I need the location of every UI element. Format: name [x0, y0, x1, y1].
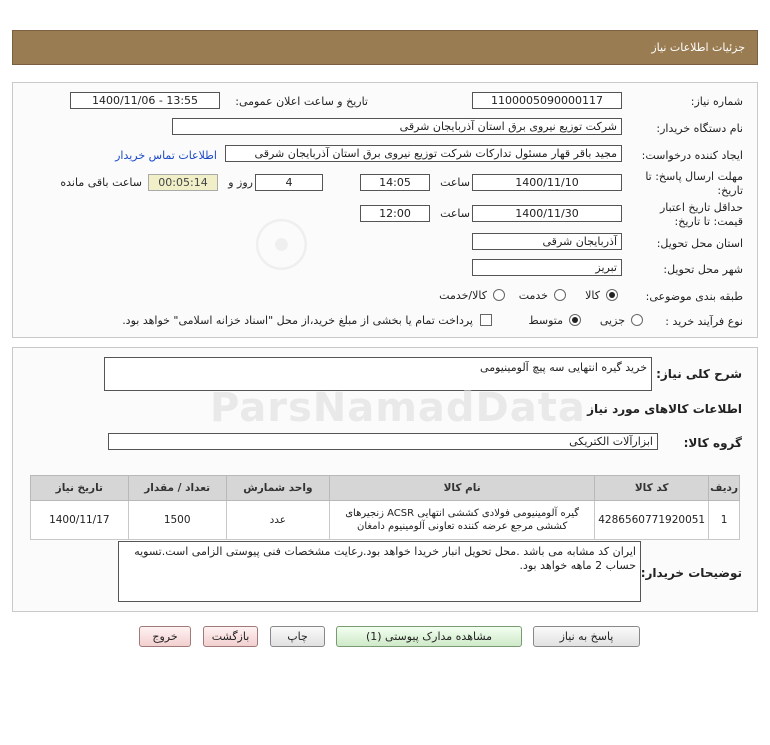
col-need-date: تاریخ نیاز	[31, 476, 129, 501]
validity-time-field: 12:00	[360, 205, 430, 222]
cell-row: 1	[709, 501, 740, 540]
goods-group-label: گروه کالا:	[683, 436, 742, 450]
validity-label: حداقل تاریخ اعتبار	[659, 201, 743, 214]
page-title-bar	[12, 30, 758, 65]
print-button[interactable]: چاپ	[270, 626, 325, 647]
days-label: روز و	[228, 176, 253, 189]
validity-date-field: 1400/11/30	[472, 205, 622, 222]
city-label: شهر محل تحویل:	[663, 263, 743, 276]
col-code: کد کالا	[595, 476, 709, 501]
category-radio-goods[interactable]	[606, 289, 618, 301]
requester-label: ایجاد کننده درخواست:	[641, 149, 743, 162]
view-attachments-button[interactable]: مشاهده مدارک پیوستی (1)	[336, 626, 522, 647]
category-option-goods-service: کالا/خدمت	[439, 289, 487, 302]
province-label: استان محل تحویل:	[656, 237, 743, 250]
treasury-payment-checkbox[interactable]	[480, 314, 492, 326]
col-quantity: تعداد / مقدار	[128, 476, 226, 501]
need-number-field: 1100005090000117	[472, 92, 622, 109]
process-label: نوع فرآیند خرید :	[665, 315, 743, 328]
reply-button[interactable]: پاسخ به نیاز	[533, 626, 640, 647]
city-field: تبریز	[472, 259, 622, 276]
buyer-org-field: شرکت توزیع نیروی برق استان آذربایجان شرقی	[172, 118, 622, 135]
deadline-label-2: تاریخ:	[717, 184, 743, 197]
process-radio-medium[interactable]	[569, 314, 581, 326]
category-label: طبقه بندی موضوعی:	[645, 290, 743, 303]
category-radio-service[interactable]	[554, 289, 566, 301]
category-option-goods: کالا	[585, 289, 600, 302]
validity-label-2: قیمت: تا تاریخ:	[674, 215, 743, 228]
process-option-minor: جزیی	[599, 314, 625, 327]
cell-unit: عدد	[226, 501, 329, 540]
goods-group-field: ابزارآلات الکتریکی	[108, 433, 658, 450]
cell-name: گیره آلومینیومی فولادی کششی انتهایی ACSR زنجیرهای کششی مرجع عرضه کننده تعاونی آلومینیوم دامغان	[330, 501, 595, 540]
process-radio-minor[interactable]	[631, 314, 643, 326]
page-title: جزئیات اطلاعات نیاز	[651, 41, 745, 54]
goods-info-title: اطلاعات کالاهای مورد نیاز	[587, 402, 742, 416]
announce-field: 1400/11/06 - 13:55	[70, 92, 220, 109]
col-unit: واحد شمارش	[226, 476, 329, 501]
remaining-time-field: 00:05:14	[148, 174, 218, 191]
back-button[interactable]: بازگشت	[203, 626, 258, 647]
requester-field: مجید باقر قهار مسئول تداركات شرکت توزیع نیروی برق استان آذربایجان شرقی	[225, 145, 622, 162]
buyer-org-label: نام دستگاه خریدار:	[656, 122, 743, 135]
need-number-label: شماره نیاز:	[690, 95, 743, 108]
buyer-notes-field: ایران کد مشابه می باشد .محل تحویل انبار خریدا خواهد بود.رعایت مشخصات فنی پیوستی الزامی است.تسویه حساب 2 ماهه خواهد بود.	[118, 541, 641, 602]
deadline-time-field: 14:05	[360, 174, 430, 191]
treasury-payment-note: پرداخت تمام یا بخشی از مبلغ خرید،از محل "اسناد خزانه اسلامی" خواهد بود.	[122, 314, 473, 327]
cell-code: 4286560771920051	[595, 501, 709, 540]
deadline-label: مهلت ارسال پاسخ: تا	[645, 170, 743, 183]
buyer-notes-label: توضیحات خریدار:	[640, 566, 742, 580]
exit-button[interactable]: خروج	[139, 626, 191, 647]
col-name: نام کالا	[330, 476, 595, 501]
deadline-time-label: ساعت	[440, 176, 470, 189]
remaining-label: ساعت باقی مانده	[60, 176, 142, 189]
goods-table-header	[31, 476, 740, 501]
summary-label: شرح کلی نیاز:	[656, 367, 742, 381]
summary-field: خرید گیره انتهایی سه پیچ آلومینیومی	[104, 357, 652, 391]
announce-label: تاریخ و ساعت اعلان عمومی:	[235, 95, 368, 108]
buyer-contact-link[interactable]: اطلاعات تماس خریدار	[115, 149, 217, 162]
goods-table	[30, 475, 740, 540]
cell-quantity: 1500	[128, 501, 226, 540]
category-radio-goods-service[interactable]	[493, 289, 505, 301]
province-field: آذربایجان شرقی	[472, 233, 622, 250]
col-row: ردیف	[709, 476, 740, 501]
watermark-logo: ☉	[250, 205, 313, 287]
process-option-medium: متوسط	[528, 314, 563, 327]
table-row	[31, 501, 740, 540]
days-field: 4	[255, 174, 323, 191]
deadline-date-field: 1400/11/10	[472, 174, 622, 191]
category-option-service: خدمت	[518, 289, 548, 302]
cell-need-date: 1400/11/17	[31, 501, 129, 540]
validity-time-label: ساعت	[440, 207, 470, 220]
watermark-text: ParsNamadData	[210, 385, 586, 431]
